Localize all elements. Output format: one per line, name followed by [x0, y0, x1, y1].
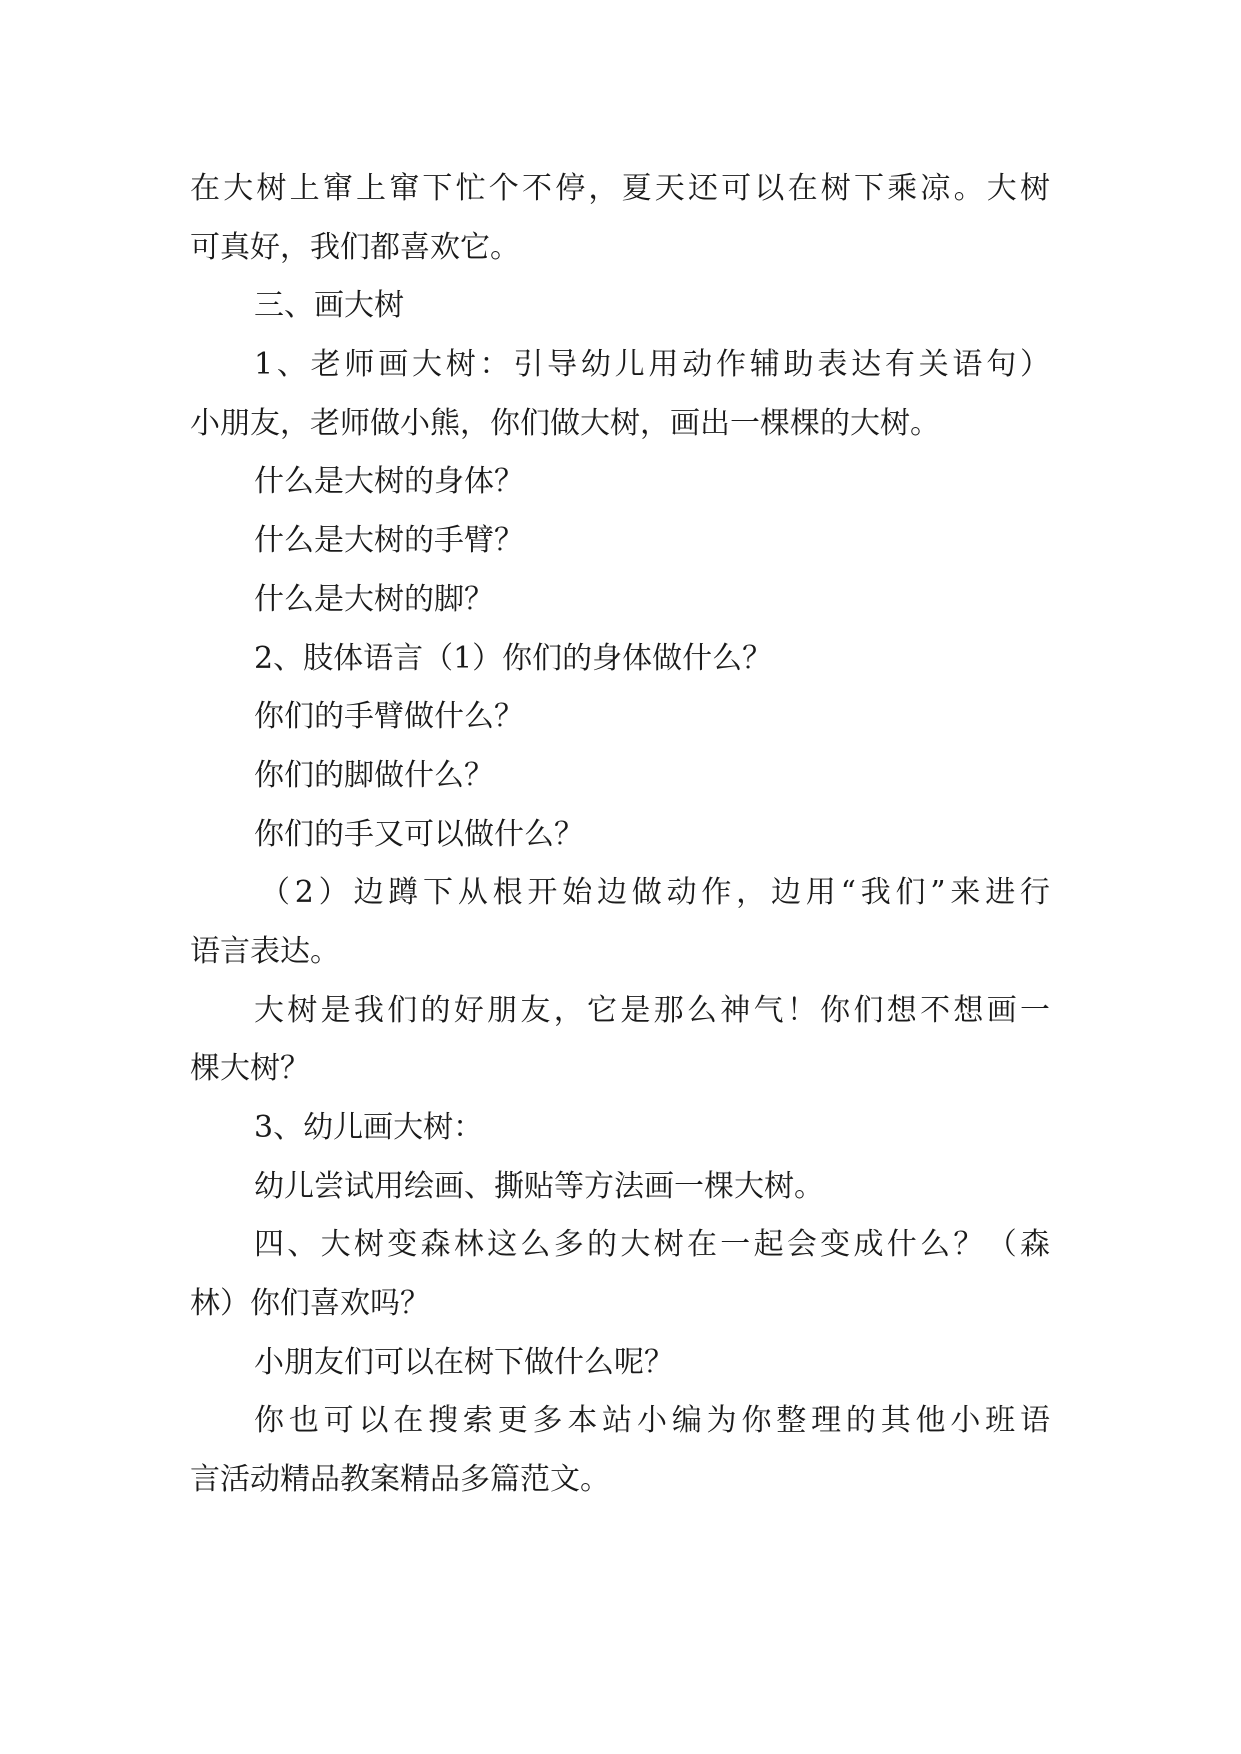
text-line: 你们的手臂做什么？ [254, 699, 524, 735]
text-line: 什么是大树的手臂？ [254, 523, 524, 559]
text-line: （2）边蹲下从根开始边做动作，边用“我们”来进行 [260, 875, 1050, 911]
text-line: 你们的脚做什么？ [254, 757, 494, 793]
section-heading: 四、大树变森林这么多的大树在一起会变成什么？（森 [254, 1227, 1050, 1263]
text-line: 棵大树？ [190, 1051, 310, 1087]
text-line: 小朋友们可以在树下做什么呢？ [254, 1344, 674, 1380]
text-line: 你也可以在搜索更多本站小编为你整理的其他小班语 [254, 1403, 1050, 1439]
text-line: 在大树上窜上窜下忙个不停，夏天还可以在树下乘凉。大树 [190, 171, 1050, 206]
text-line: 你们的手又可以做什么？ [254, 816, 584, 852]
text-line: 什么是大树的脚？ [254, 581, 494, 617]
text-line: 小朋友，老师做小熊，你们做大树，画出一棵棵的大树。 [190, 405, 940, 441]
text-line: 2、肢体语言（1）你们的身体做什么？ [254, 640, 773, 676]
text-line: 大树是我们的好朋友，它是那么神气！你们想不想画一 [254, 992, 1050, 1028]
section-heading: 3、幼儿画大树： [254, 1110, 484, 1145]
text-line: 可真好，我们都喜欢它。 [190, 229, 520, 265]
text-line: 言活动精品教案精品多篇范文。 [190, 1462, 610, 1498]
text-line: 幼儿尝试用绘画、撕贴等方法画一棵大树。 [254, 1168, 824, 1204]
section-heading: 三、画大树 [254, 288, 404, 324]
text-line: 林）你们喜欢吗？ [190, 1286, 430, 1322]
document-body [190, 160, 1050, 1510]
text-line: 什么是大树的身体？ [254, 464, 524, 500]
text-line: 1、老师画大树：引导幼儿用动作辅助表达有关语句） [254, 347, 1050, 383]
text-line: 语言表达。 [190, 933, 340, 969]
